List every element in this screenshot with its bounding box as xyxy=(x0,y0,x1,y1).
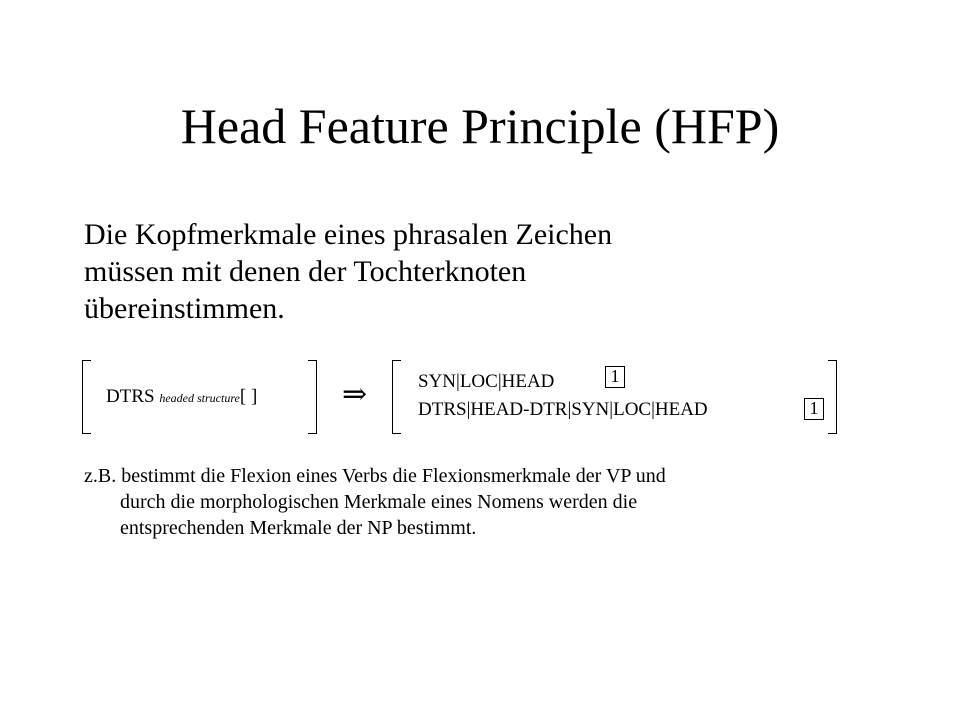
example-text xyxy=(84,463,884,541)
lhs-type-subscript: headed structure xyxy=(159,391,240,405)
implication-arrow: ⇒ xyxy=(342,377,368,412)
lhs-right-bracket xyxy=(308,360,317,434)
coindex-tag-1: 1 xyxy=(605,366,625,388)
intro-text xyxy=(84,216,844,327)
lhs-feature xyxy=(106,386,257,409)
lhs-left-bracket xyxy=(82,360,91,434)
rhs-left-bracket xyxy=(392,360,401,434)
lhs-empty-close: ] xyxy=(250,386,258,407)
coindex-tag-2: 1 xyxy=(804,398,824,420)
lhs-empty-open: [ xyxy=(239,386,247,407)
intro-line: Die Kopfmerkmale eines phrasalen Zeichen xyxy=(84,218,613,251)
example-line: entsprechenden Merkmale der NP bestimmt. xyxy=(120,517,477,539)
slide-title: Head Feature Principle (HFP) xyxy=(180,98,780,154)
rhs-line-2: DTRS|HEAD-DTR|SYN|LOC|HEAD xyxy=(418,399,708,420)
rhs-right-bracket xyxy=(828,360,837,434)
example-line: z.B. bestimmt die Flexion eines Verbs die Flexionsmerkmale der VP und xyxy=(84,465,666,487)
rhs-line-1: SYN|LOC|HEAD xyxy=(418,371,555,392)
lhs-feature-label: DTRS xyxy=(106,386,155,407)
example-line: durch die morphologischen Merkmale eines Nomens werden die xyxy=(120,491,638,513)
intro-line: übereinstimmen. xyxy=(84,292,285,325)
intro-line: müssen mit denen der Tochterknoten xyxy=(84,255,527,288)
